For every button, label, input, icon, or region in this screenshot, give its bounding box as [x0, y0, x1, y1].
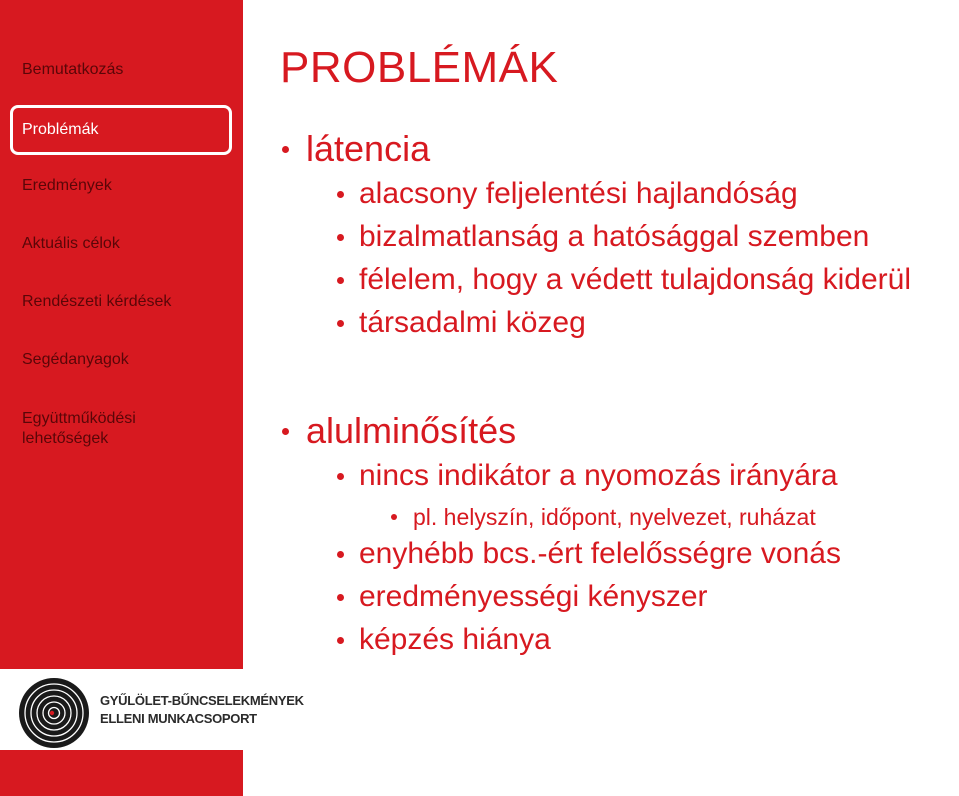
bullet-text: társadalmi közeg: [359, 306, 586, 339]
bullet-level2: [359, 176, 798, 212]
sidebar-item-problemak[interactable]: Problémák: [10, 105, 232, 155]
bullet-level3: [413, 503, 816, 531]
bullet-text: alacsony feljelentési hajlandóság: [359, 177, 798, 210]
sidebar-item-eredmenyek[interactable]: Eredmények: [22, 177, 112, 194]
bullet-dot-icon: [337, 191, 344, 198]
sidebar-item-bemutatkozas[interactable]: Bemutatkozás: [22, 61, 124, 78]
sidebar-item-egyuttmukodesi-lehetosegek[interactable]: Együttműködési lehetőségek: [22, 410, 136, 447]
bullet-level2: [359, 458, 838, 494]
bullet-dot-icon: [337, 277, 344, 284]
bullet-text: alulminősítés: [306, 410, 517, 451]
bullet-level2: [359, 536, 841, 572]
bullet-dot-icon: [391, 514, 397, 520]
bullet-text: félelem, hogy a védett tulajdonság kiderül: [359, 263, 912, 296]
organization-name-line1: GYŰLÖLET-BŰNCSELEKMÉNYEK: [100, 693, 304, 708]
bullet-dot-icon: [337, 551, 344, 558]
bullet-level2: [359, 219, 869, 255]
bullet-level1: [306, 128, 430, 170]
bullet-text: pl. helyszín, időpont, nyelvezet, ruházat: [413, 504, 816, 530]
sidebar-item-segedanyagok[interactable]: Segédanyagok: [22, 351, 129, 368]
sidebar-item-rendeszeti-kerdesek[interactable]: Rendészeti kérdések: [22, 293, 172, 310]
bullet-level2: [359, 622, 551, 658]
bullet-dot-icon: [282, 428, 289, 435]
bullet-level2: [359, 305, 586, 341]
bullet-dot-icon: [282, 146, 289, 153]
bullet-dot-icon: [337, 637, 344, 644]
bullet-text: látencia: [306, 128, 431, 169]
bullet-level2: [359, 579, 708, 615]
bullet-text: nincs indikátor a nyomozás irányára: [359, 459, 838, 492]
organization-name: [100, 692, 304, 728]
organization-name-line2: ELLENI MUNKACSOPORT: [100, 711, 257, 726]
bullet-dot-icon: [337, 234, 344, 241]
bullet-text: képzés hiánya: [359, 623, 551, 656]
bullet-dot-icon: [337, 473, 344, 480]
bullet-text: enyhébb bcs.-ért felelősségre vonás: [359, 537, 841, 570]
bullet-text: eredményességi kényszer: [359, 580, 708, 613]
bottom-strip: [0, 750, 243, 796]
bullet-level2: [359, 262, 911, 298]
bullet-dot-icon: [337, 320, 344, 327]
bullet-level1: [306, 410, 516, 452]
sidebar-nav: [0, 0, 243, 669]
sidebar-item-aktualis-celok[interactable]: Aktuális célok: [22, 235, 120, 252]
bullet-text: bizalmatlanság a hatósággal szemben: [359, 220, 870, 253]
organization-logo-icon: [18, 677, 90, 749]
bullet-dot-icon: [337, 594, 344, 601]
page-title: PROBLÉMÁK: [280, 43, 559, 92]
